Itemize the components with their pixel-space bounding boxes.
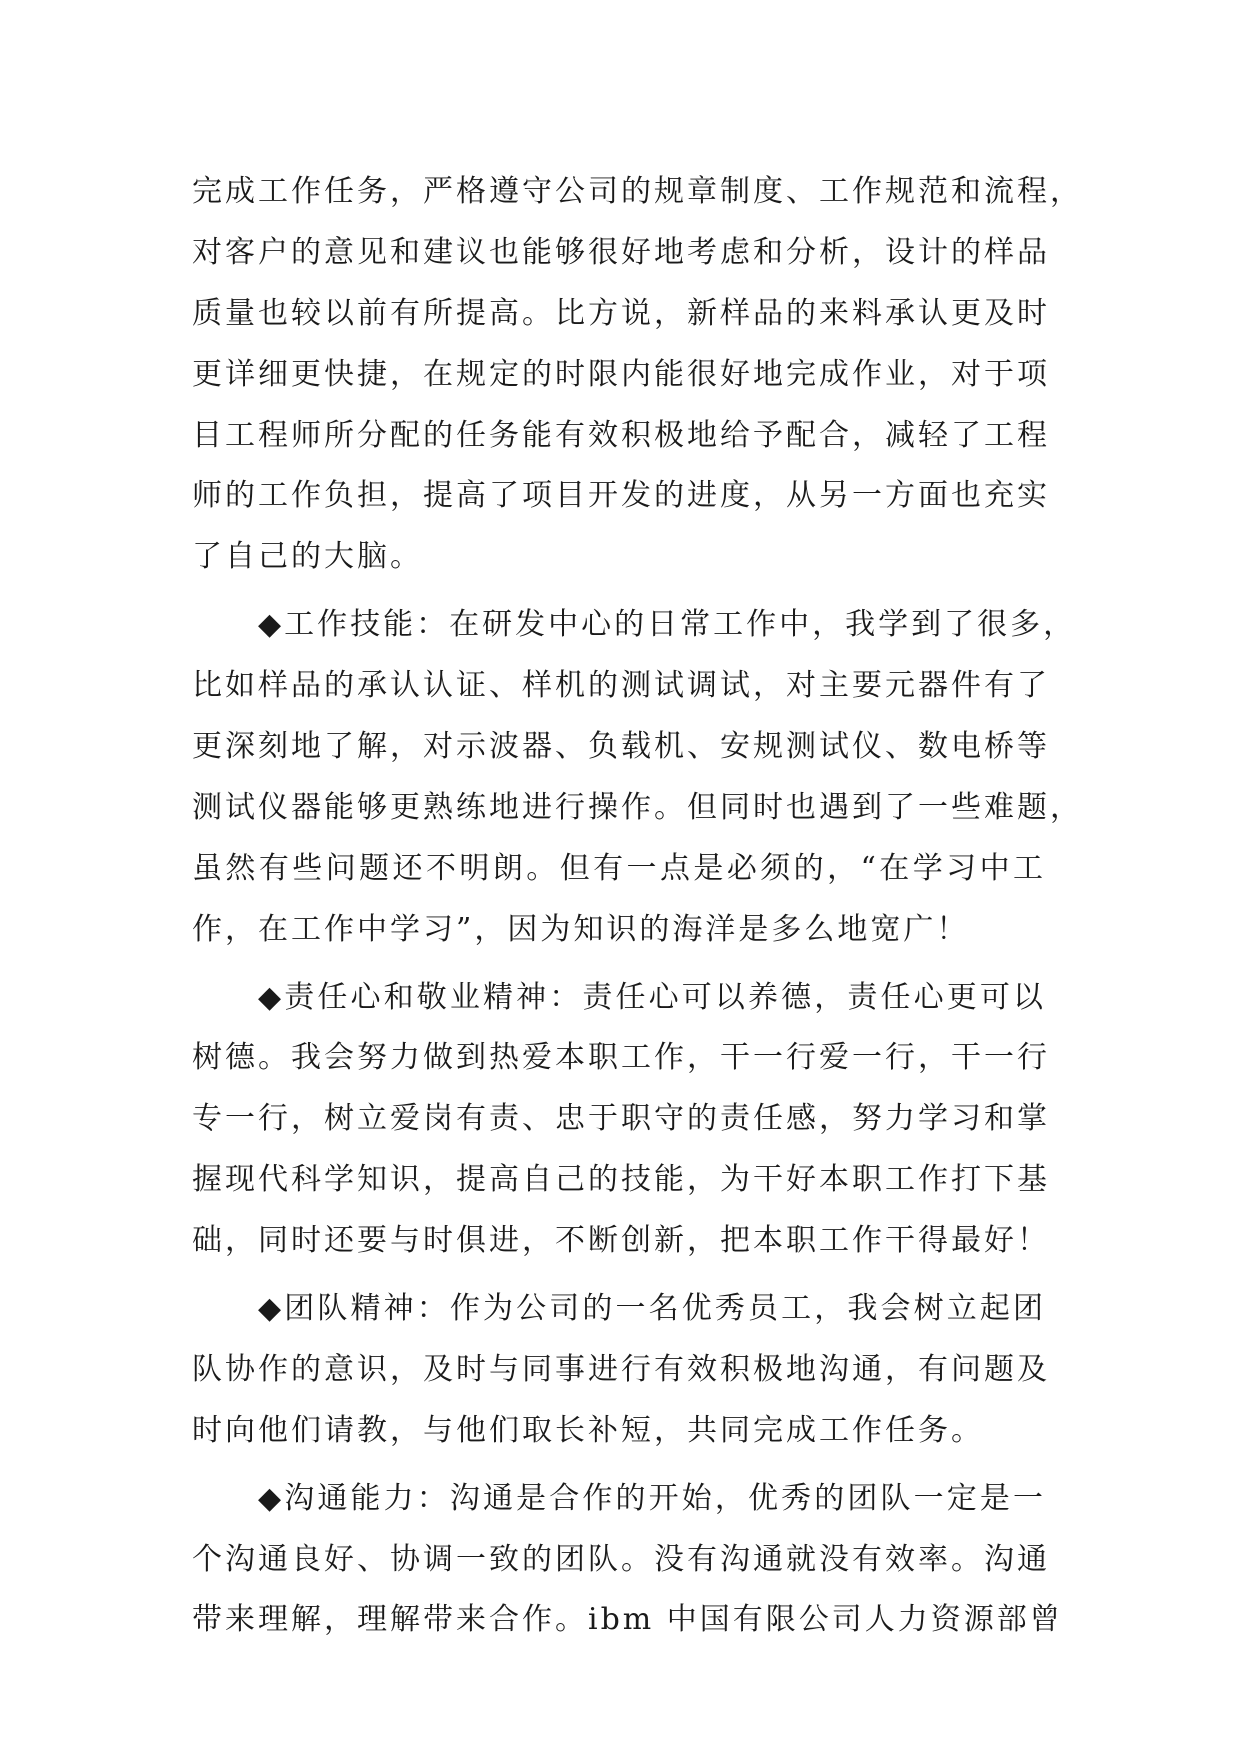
- text-line: 个沟通良好、协调一致的团队。没有沟通就没有效率。沟通: [192, 1541, 1050, 1577]
- text-line: ◆沟通能力：沟通是合作的开始，优秀的团队一定是一: [258, 1480, 1046, 1516]
- text-line: 础，同时还要与时俱进，不断创新，把本职工作干得最好！: [192, 1223, 1050, 1259]
- text-line: 目工程师所分配的任务能有效积极地给予配合，减轻了工程: [192, 417, 1050, 453]
- paragraph-teamwork: [192, 1279, 1050, 1462]
- text-line: 完成工作任务，严格遵守公司的规章制度、工作规范和流程，: [192, 174, 1083, 209]
- text-line: 师的工作负担，提高了项目开发的进度，从另一方面也充实: [192, 478, 1050, 514]
- text-line: ◆责任心和敬业精神：责任心可以养德，责任心更可以: [258, 979, 1046, 1015]
- paragraph-spacer: [192, 1462, 1046, 1469]
- text-line: 握现代科学知识，提高自己的技能，为干好本职工作打下基: [192, 1162, 1050, 1198]
- text-line: 时向他们请教，与他们取长补短，共同完成工作任务。: [192, 1412, 984, 1448]
- text-line: 专一行，树立爱岗有责、忠于职守的责任感，努力学习和掌: [192, 1101, 1050, 1137]
- text-line: 更深刻地了解，对示波器、负载机、安规测试仪、数电桥等: [192, 729, 1050, 765]
- paragraph-responsibility: [192, 968, 1050, 1272]
- text-line: 带来理解，理解带来合作。ibm 中国有限公司人力资源部曾: [192, 1602, 1063, 1638]
- text-line: 了自己的大脑。: [192, 539, 423, 575]
- document-body: [192, 162, 1083, 1651]
- text-line: 更详细更快捷，在规定的时限内能很好地完成作业，对于项: [192, 356, 1050, 392]
- text-line: 队协作的意识，及时与同事进行有效积极地沟通，有问题及: [192, 1351, 1050, 1387]
- text-line: 对客户的意见和建议也能够很好地考虑和分析，设计的样品: [192, 234, 1050, 270]
- text-line: ◆团队精神：作为公司的一名优秀员工，我会树立起团: [258, 1291, 1046, 1327]
- text-line: 虽然有些问题还不明朗。但有一点是必须的，“在学习中工: [192, 850, 1046, 886]
- text-line: 作，在工作中学习”，因为知识的海洋是多么地宽广！: [192, 911, 970, 947]
- text-line: ◆工作技能：在研发中心的日常工作中，我学到了很多，: [258, 607, 1077, 643]
- paragraph-spacer: [192, 961, 1046, 968]
- text-line: 树德。我会努力做到热爱本职工作，干一行爱一行，干一行: [192, 1040, 1050, 1076]
- text-line: 比如样品的承认认证、样机的测试调试，对主要元器件有了: [192, 668, 1050, 704]
- paragraph-work-attitude: [192, 162, 1083, 588]
- paragraph-work-skills: [192, 595, 1083, 960]
- text-line: 测试仪器能够更熟练地进行操作。但同时也遇到了一些难题，: [192, 789, 1083, 825]
- paragraph-communication: [192, 1469, 1063, 1652]
- paragraph-spacer: [192, 588, 1046, 595]
- paragraph-spacer: [192, 1272, 1046, 1279]
- text-line: 质量也较以前有所提高。比方说，新样品的来料承认更及时: [192, 295, 1050, 331]
